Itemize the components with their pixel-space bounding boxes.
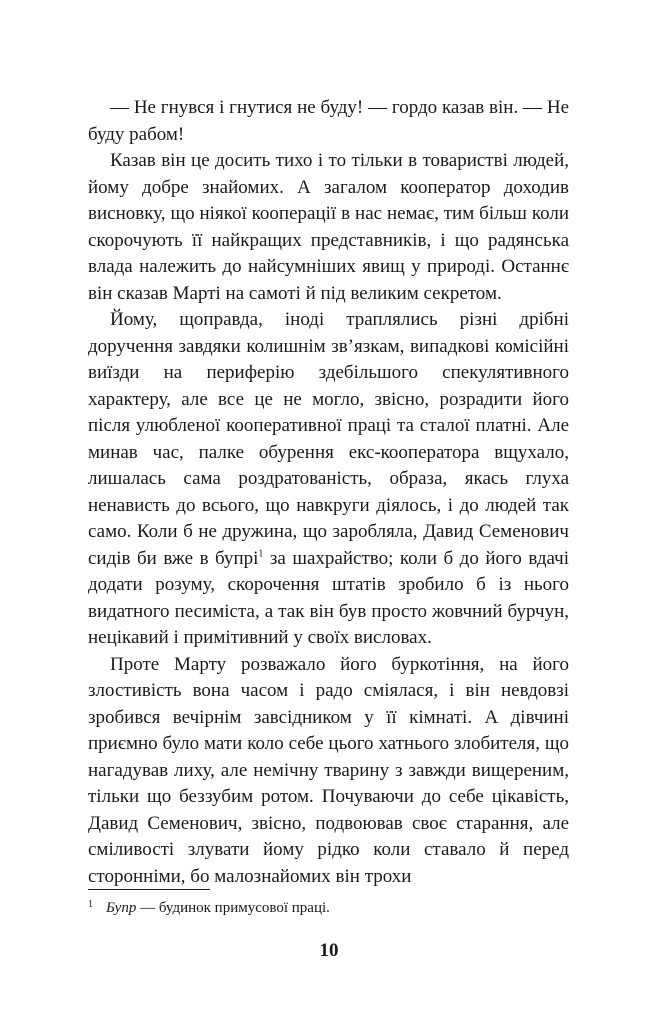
paragraph-1: — Не гнувся і гнутися не буду! — гордо казав він. — Не буду рабом! (88, 97, 569, 145)
footnote-reference: 1 (258, 548, 264, 560)
footnote-mark: 1 (88, 899, 93, 910)
page-body (88, 95, 569, 890)
footnote-term: Бупр (106, 900, 137, 916)
footnote-text: — будинок примусової праці. (136, 900, 330, 916)
paragraph-3-part-2: за шахрайство; коли б до його вдачі додати розуму, скорочення штатів зробило б із нього видатного песиміста, а так він був просто жовчний бурчун, нецікавий і примітивний у своїх висловах. (88, 547, 569, 648)
paragraph-3 (88, 307, 569, 652)
paragraph-2: Казав він це досить тихо і то тільки в товаристві людей, йому добре знайомих. А загалом кооператор доходив висновку, що ніякої кооперації в нас немає, тим більш коли скорочують її найкращих представників, і що радянська влада належить до найсумніших явищ у природі. Останнє він сказав Марті на самоті й під великим секретом. (88, 150, 569, 304)
footnote (88, 898, 569, 918)
page-number: 10 (319, 940, 339, 961)
footnote-divider (88, 889, 210, 890)
paragraph-3-part-1: Йому, щоправда, іноді траплялись різні дрібні доручення завдяки колишнім зв’язкам, випадкові комісійні виїзди на периферію здебільшого спекулятивного характеру, але все це не могло, звісно, розрадити його після улюбленої кооперативної праці та сталої платні. Але минав час, палке обурення екс-кооператора вщухало, лишалась сама роздратованість, образа, якась глуха ненависть до всього, що навкруги діялось, і до людей так само. Коли б не дружина, що заробляла, Давид Семенович сидів би вже в бупрі (88, 309, 569, 569)
paragraph-4: Проте Марту розважало його буркотіння, на його злостивість вона часом і радо сміялася, і він невдовзі зробився вечірнім завсідником у її кімнаті. А дівчині приємно було мати коло себе цього хатнього злобителя, що нагадував лиху, але немічну тварину з завжди вищереним, тільки що беззубим ротом. Почуваючи до себе цікавість, Давид Семенович, звісно, подвоював своє старання, але сміливості злувати йому рідко коли ставало й перед сторонніми, бо малознайомих він трохи (88, 653, 569, 887)
main-text (88, 95, 569, 890)
